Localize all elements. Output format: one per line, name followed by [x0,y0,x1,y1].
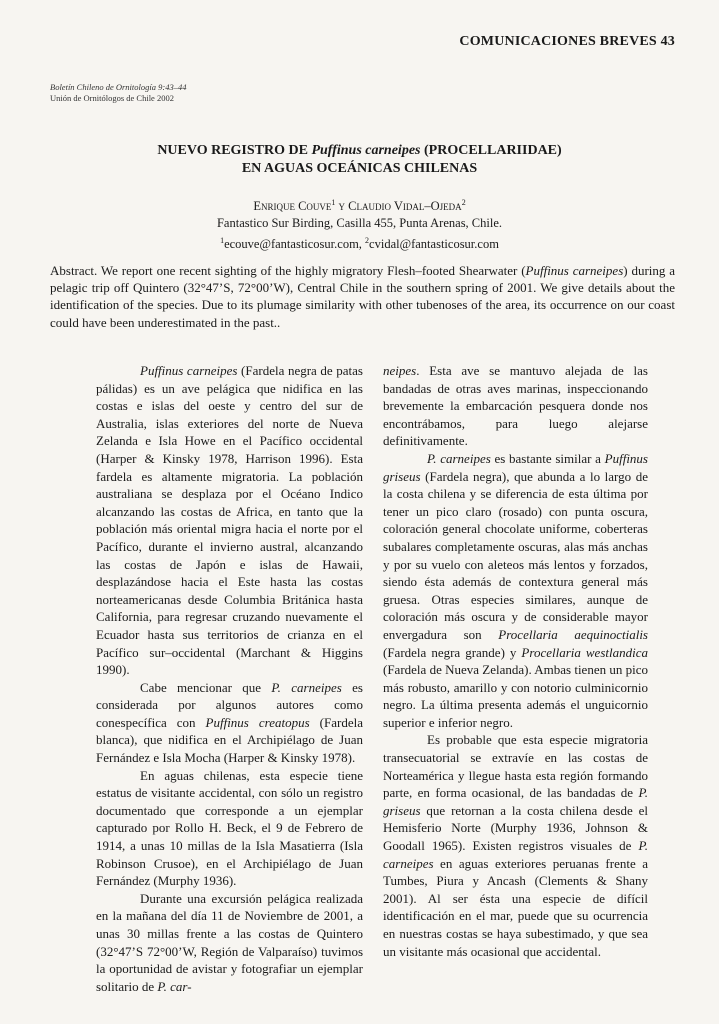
affiliation: Fantastico Sur Birding, Casilla 455, Punta Arenas, Chile. [216,216,503,231]
running-head: COMUNICACIONES BREVES 43 [459,34,675,49]
paragraph: En aguas chilenas, esta especie tiene estatus de visitante accidental, con sólo un registro documentado que corresponde a un ejemplar capturado por Rollo H. Beck, el 9 de Febrero de 1914, a unas 10 millas de la Isla Masatierra (Isla Robinson Crusoe), en el Archipiélago de Juan Fernández (Murphy 1936). [96,767,363,889]
abstract: Abstract. We report one recent sighting of the highly migratory Flesh–footed Shearwater (Puffinus carneipes) during a pelagic trip off Quintero (32°47’S, 72°00’W), Central Chile in the southern spring of 2001. We give details about the identification of the species. Due to its plumage similarity with other tubenoses of the area, its occurrence on our coast could have been underestimated in the past.. [50,263,675,330]
paragraph: P. carneipes es bastante similar a Puffinus griseus (Fardela negra), que abunda a lo largo de la costa chilena y se diferencia de esta última por tener un pico claro (rosado) con punta oscura, coloración general chocolate uniforme, coberteras subalares completamente oscuras, alas más anchas y por su vuelo con aleteos más lentos y forzados, siendo ésta además de contextura general más gruesa. Otras especies similares, aunque de coloración más oscura y de considerable mayor envergadura son Procellaria aequinoctialis (Fardela negra grande) y Procellaria westlandica (Fardela de Nueva Zelanda). Ambas tienen un pico más robusto, amarillo y con notorio culminicornio negro. La última presenta además el unguicornio superior e inferior negro. [383,450,648,730]
author-2: Claudio Vidal–Ojeda [348,199,462,214]
email-2: cvidal@fantasticosur.com [369,237,499,252]
title-line-2: EN AGUAS OCEÁNICAS CHILENAS [241,161,478,176]
article-title [0,142,719,178]
paragraph: Cabe mencionar que P. carneipes es considerada por algunos autores como conespecífica con Puffinus creatopus (Fardela blanca), que nidifica en el Archipiélago de Juan Fernández e Isla Mocha (Harper & Kinsky 1978). [96,679,363,766]
author-names: Enrique Couve$^1$ y Claudio Vidal–Ojeda$^2$ [253,198,466,214]
title-species: Puffinus carneipes [311,143,421,158]
left-column [96,362,363,995]
email-1: ecouve@fantasticosur.com, [224,237,366,252]
journal-citation [50,82,186,104]
paragraph: neipes. Esta ave se mantuvo alejada de las bandadas de otras aves marinas, inspeccionando brevemente la embarcación pesquera donde nos encontrábamos, para luego alejarse definitivamente. [383,363,648,449]
author-1: Enrique Couve [253,199,332,214]
authors-block [0,194,719,253]
paragraph: Durante una excursión pelágica realizada en la mañana del día 11 de Noviembre de 2001, a unas 30 millas frente a las costas de Quintero (32°47’S 72°00’W, Región de Valparaíso) tuvimos la oportunidad de avistar y fotografiar un ejemplar solitario de P. car- [96,890,363,994]
paragraph: Puffinus carneipes (Fardela negra de patas pálidas) es un ave pelágica que nidifica en las costas e islas del oeste y centro del sur de Australia, islas exteriores del norte de Nueva Zelanda e Isla Howe en el Pacífico occidental (Harper & Kinsky 1978, Harrison 1996). Esta fardela es altamente migratoria. La población australiana se desplaza por el Océano Indico alcanzando las costas de Africa, en tanto que la población más oriental migra hacia el norte por el Pacífico, durante el invierno austral, alcanzando las costas de Japón e islas de Hawaii, desplazándose hacia el Este hasta las costas norteamericanas desde Columbia Británica hasta California, para regresar cruzando nuevamente el Ecuador hasta sus territorios de crianza en el Pacífico sur–occidental (Marchant & Higgins 1990). [96,363,363,678]
journal-publisher: Unión de Ornitólogos de Chile 2002 [50,93,174,103]
journal-volume: Boletín Chileno de Ornitología 9:43–44 [50,82,187,92]
emails: $^1$ecouve@fantasticosur.com, $^2$cvidal@fantasticosur.com [220,236,499,252]
title-line-1: NUEVO REGISTRO DE Puffinus carneipes (PROCELLARIIDAE) [157,143,562,158]
right-column [383,362,648,960]
paragraph: Es probable que esta especie migratoria transecuatorial se extravíe en las costas de Norteamérica y llegue hasta esta región formando parte, en forma ocasional, de las bandadas de P. griseus que retornan a la costa chilena desde el Hemisferio Norte (Murphy 1936, Johnson & Goodall 1965). Existen registros visuales de P. carneipes en aguas exteriores peruanas frente a Tumbes, Piura y Ancash (Clements & Shany 2001). Al ser ésta una especie de difícil identificación en el mar, puede que su ocurrencia en nuestras costas se haya subestimado, y que sea un visitante más ocasional que accidental. [383,732,648,959]
